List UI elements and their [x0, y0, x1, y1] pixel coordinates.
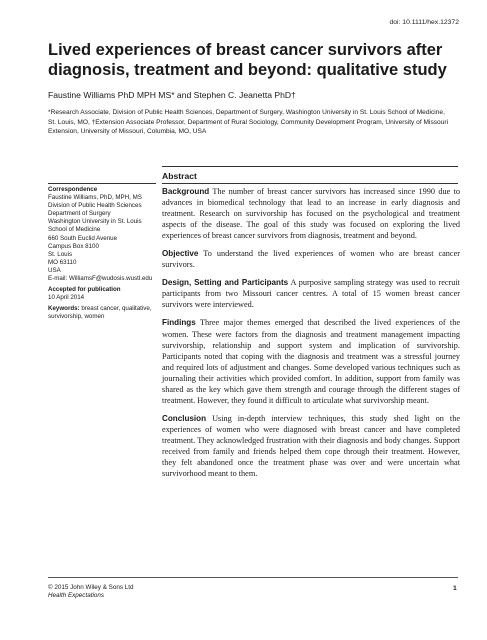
abstract-body	[162, 186, 460, 486]
doi-label: doi: 10.1111/hex.12372	[389, 19, 459, 26]
page-number: 1	[453, 585, 457, 592]
abstract-top-rule	[162, 166, 458, 167]
affiliations: *Research Associate, Division of Public Health Sciences, Department of Surgery, Washington University in St. Louis School of Medicine, St. Louis, MO, †Extension Associate Professor, Department of Rural Sociology, Community Development Program, University of Missouri Extension, University of Missouri, Columbia, MO, USA	[48, 109, 449, 136]
correspondence-line: Campus Box 8100	[48, 242, 99, 250]
correspondence-block	[48, 186, 160, 283]
correspondence-line: Faustine Williams, PhD, MPH, MS	[48, 194, 142, 202]
keywords-text: breast cancer, qualitative, survivorship, women	[48, 305, 152, 321]
abstract-section-objective	[162, 248, 460, 270]
accepted-date: 10 April 2014	[48, 294, 85, 302]
correspondence-line: School of Medicine	[48, 226, 101, 234]
correspondence-line: Division of Public Health Sciences	[48, 202, 142, 210]
correspondence-line: Department of Surgery	[48, 210, 111, 218]
footer-rule	[48, 577, 458, 578]
abstract-section-design	[162, 277, 460, 310]
section-text: A purposive sampling strategy was used to recruit participants from two Missouri cancer centres. A total of 15 women breast cancer survivors were interviewed.	[162, 278, 460, 310]
section-text: To understand the lived experiences of women who are breast cancer survivors.	[162, 249, 460, 270]
section-label: Objective	[162, 249, 199, 259]
section-text: The number of breast cancer survivors has increased since 1990 due to advances in biomedical technology that lead to an increase in early diagnosis and treatment. Research on survivorship has focused on the psychological and treatment aspects of the disease. The goal of this study was focused on exploring the lived experiences of breast cancer survivors from diagnosis, treatment and beyond.	[162, 187, 460, 241]
sidebar-top-rule	[48, 183, 156, 184]
keywords-heading: Keywords:	[48, 305, 80, 313]
abstract-section-findings	[162, 317, 460, 405]
article-sidebar	[48, 186, 160, 325]
section-text: Three major themes emerged that described the lived experiences of the women. These were factors from the diagnosis and treatment management impacting survivorship, relationship and support system and implication of survivorship. Participants noted that coping with the diagnosis and treatment was a stressful journey and required lots of adjustment and changes. Some developed various techniques such as journaling their activities which provided comfort. In addition, support from family was shared as the key which gave them strength and courage through the different stages of treatment. However, they found it difficult to articulate what survivorship meant.	[162, 318, 460, 405]
correspondence-line: MO 63110	[48, 258, 77, 266]
abstract-section-background	[162, 186, 460, 241]
journal-name: Health Expectations	[48, 592, 105, 600]
correspondence-line: St. Louis	[48, 250, 73, 258]
accepted-block	[48, 286, 160, 302]
copyright-notice: © 2015 John Wiley & Sons Ltd	[48, 584, 134, 591]
abstract-heading: Abstract	[162, 171, 197, 181]
abstract-section-conclusion	[162, 413, 460, 479]
abstract-heading-rule	[162, 183, 458, 184]
accepted-heading: Accepted for publication	[48, 286, 121, 294]
section-label: Design, Setting and Participants	[162, 278, 289, 288]
correspondence-line: USA	[48, 266, 61, 274]
article-title: Lived experiences of breast cancer survivors after diagnosis, treatment and beyond: qualitative study	[48, 41, 447, 79]
section-text: Using in-depth interview techniques, this study shed light on the experiences of women who were diagnosed with breast cancer and have completed treatment. They acknowledged frustration with their diagnosis and body changes. Support received from family and friends helped them cope through their treatment. However, they felt abandoned once the treatment phase was over and were uncertain what survivorhood meant to them.	[162, 413, 460, 479]
section-label: Conclusion	[162, 413, 207, 423]
section-label: Findings	[162, 318, 196, 328]
correspondence-line: Washington University in St. Louis	[48, 218, 142, 226]
correspondence-heading: Correspondence	[48, 186, 98, 193]
correspondence-email[interactable]: E-mail: WilliamsF@wudosis.wustl.edu	[48, 275, 153, 283]
author-list: Faustine Williams PhD MPH MS* and Stephen C. Jeanetta PhD†	[48, 90, 296, 100]
keywords-block	[48, 305, 160, 321]
footer-info	[48, 584, 134, 601]
section-label: Background	[162, 187, 210, 196]
correspondence-line: 660 South Euclid Avenue	[48, 234, 118, 242]
